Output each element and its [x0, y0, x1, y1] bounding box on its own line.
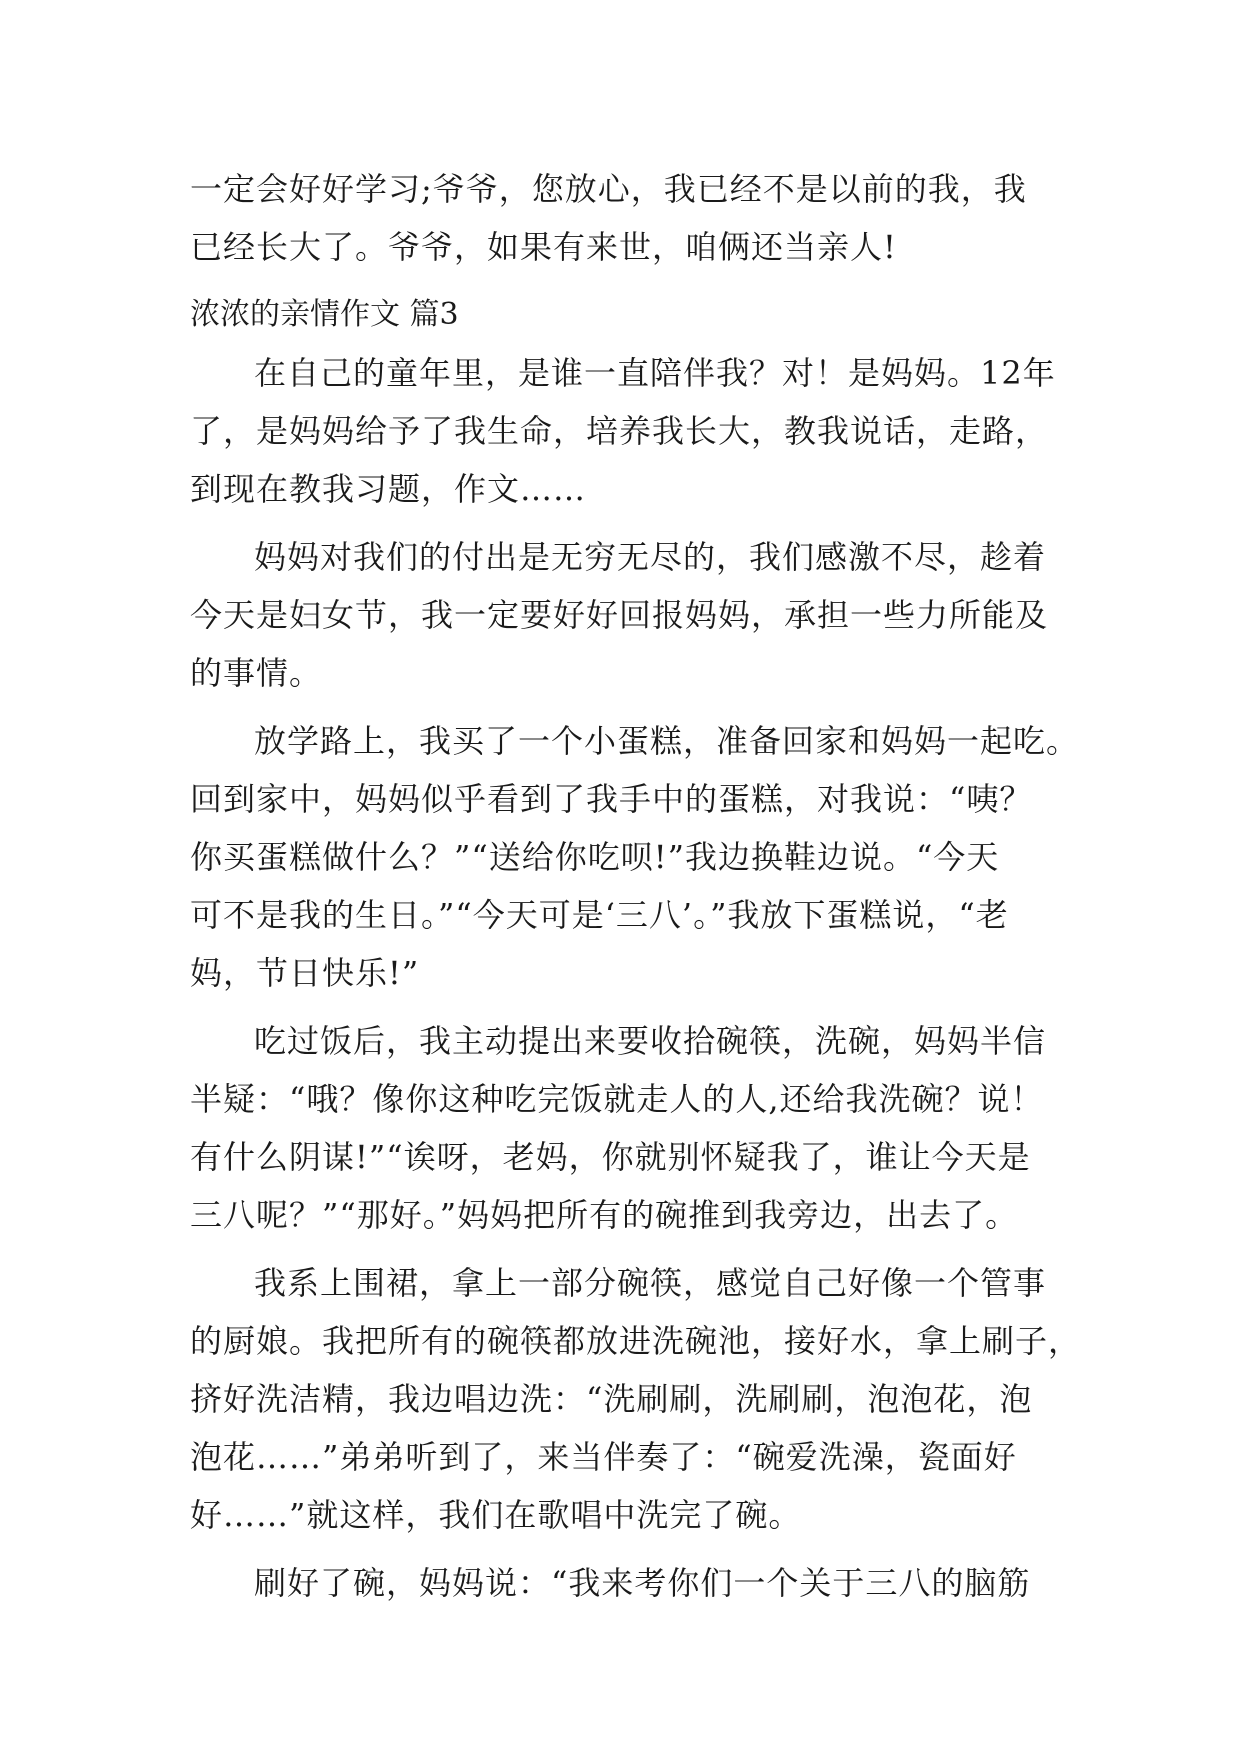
intro-paragraph: [190, 160, 1070, 276]
text-line: 我系上围裙，拿上一部分碗筷，感觉自己好像一个管事: [254, 1264, 1047, 1302]
text-line: 放学路上，我买了一个小蛋糕，准备回家和妈妈一起吃。: [254, 722, 1080, 760]
text-line: 泡花……”弟弟听到了，来当伴奏了：“碗爱洗澡，瓷面好: [190, 1438, 1017, 1476]
text-line: 了，是妈妈给予了我生命，培养我长大，教我说话，走路，: [190, 412, 1049, 450]
text-line: 今天是妇女节，我一定要好好回报妈妈，承担一些力所能及: [190, 596, 1049, 634]
text-line: 的事情。: [190, 654, 323, 692]
text-line: 可不是我的生日。”“今天可是‘三八’。”我放下蛋糕说，“老: [190, 896, 1009, 934]
text-line: 妈，节日快乐!”: [190, 954, 420, 992]
article-body: [190, 160, 1082, 1622]
text-line: 半疑：“哦？像你这种吃完饭就走人的人,还给我洗碗？说！: [190, 1080, 1044, 1118]
paragraph-6: [190, 1554, 1070, 1612]
text-line: 一定会好好学习;爷爷，您放心，我已经不是以前的我，我: [190, 170, 1027, 208]
text-line: 妈妈对我们的付出是无穷无尽的，我们感激不尽，趁着: [254, 538, 1047, 576]
text-line: 回到家中，妈妈似乎看到了我手中的蛋糕，对我说：“咦？: [190, 780, 1033, 818]
text-line: 你买蛋糕做什么？”“送给你吃呗!”我边换鞋边说。“今天: [190, 838, 1000, 876]
text-line: 在自己的童年里，是谁一直陪伴我？对！是妈妈。12年: [254, 354, 1056, 392]
text-line: 已经长大了。爷爷，如果有来世，咱俩还当亲人!: [190, 228, 897, 266]
text-line: 有什么阴谋!”“诶呀，老妈，你就别怀疑我了，谁让今天是: [190, 1138, 1031, 1176]
paragraph-1: [190, 344, 1070, 518]
paragraph-4: [190, 1012, 1070, 1244]
text-line: 的厨娘。我把所有的碗筷都放进洗碗池，接好水，拿上刷子，: [190, 1322, 1082, 1360]
text-line: 挤好洗洁精，我边唱边洗：“洗刷刷，洗刷刷，泡泡花，泡: [190, 1380, 1033, 1418]
paragraph-5: [190, 1254, 1082, 1544]
paragraph-3: [190, 712, 1080, 1002]
text-line: 到现在教我习题，作文……: [190, 470, 587, 508]
text-line: 好……”就这样，我们在歌唱中洗完了碗。: [190, 1496, 802, 1534]
paragraph-2: [190, 528, 1070, 702]
section-heading: 浓浓的亲情作文 篇3: [190, 297, 459, 332]
text-line: 三八呢？”“那好。”妈妈把所有的碗推到我旁边，出去了。: [190, 1196, 1019, 1234]
text-line: 吃过饭后，我主动提出来要收拾碗筷，洗碗，妈妈半信: [254, 1022, 1047, 1060]
text-line: 刷好了碗，妈妈说：“我来考你们一个关于三八的脑筋: [254, 1564, 1031, 1602]
